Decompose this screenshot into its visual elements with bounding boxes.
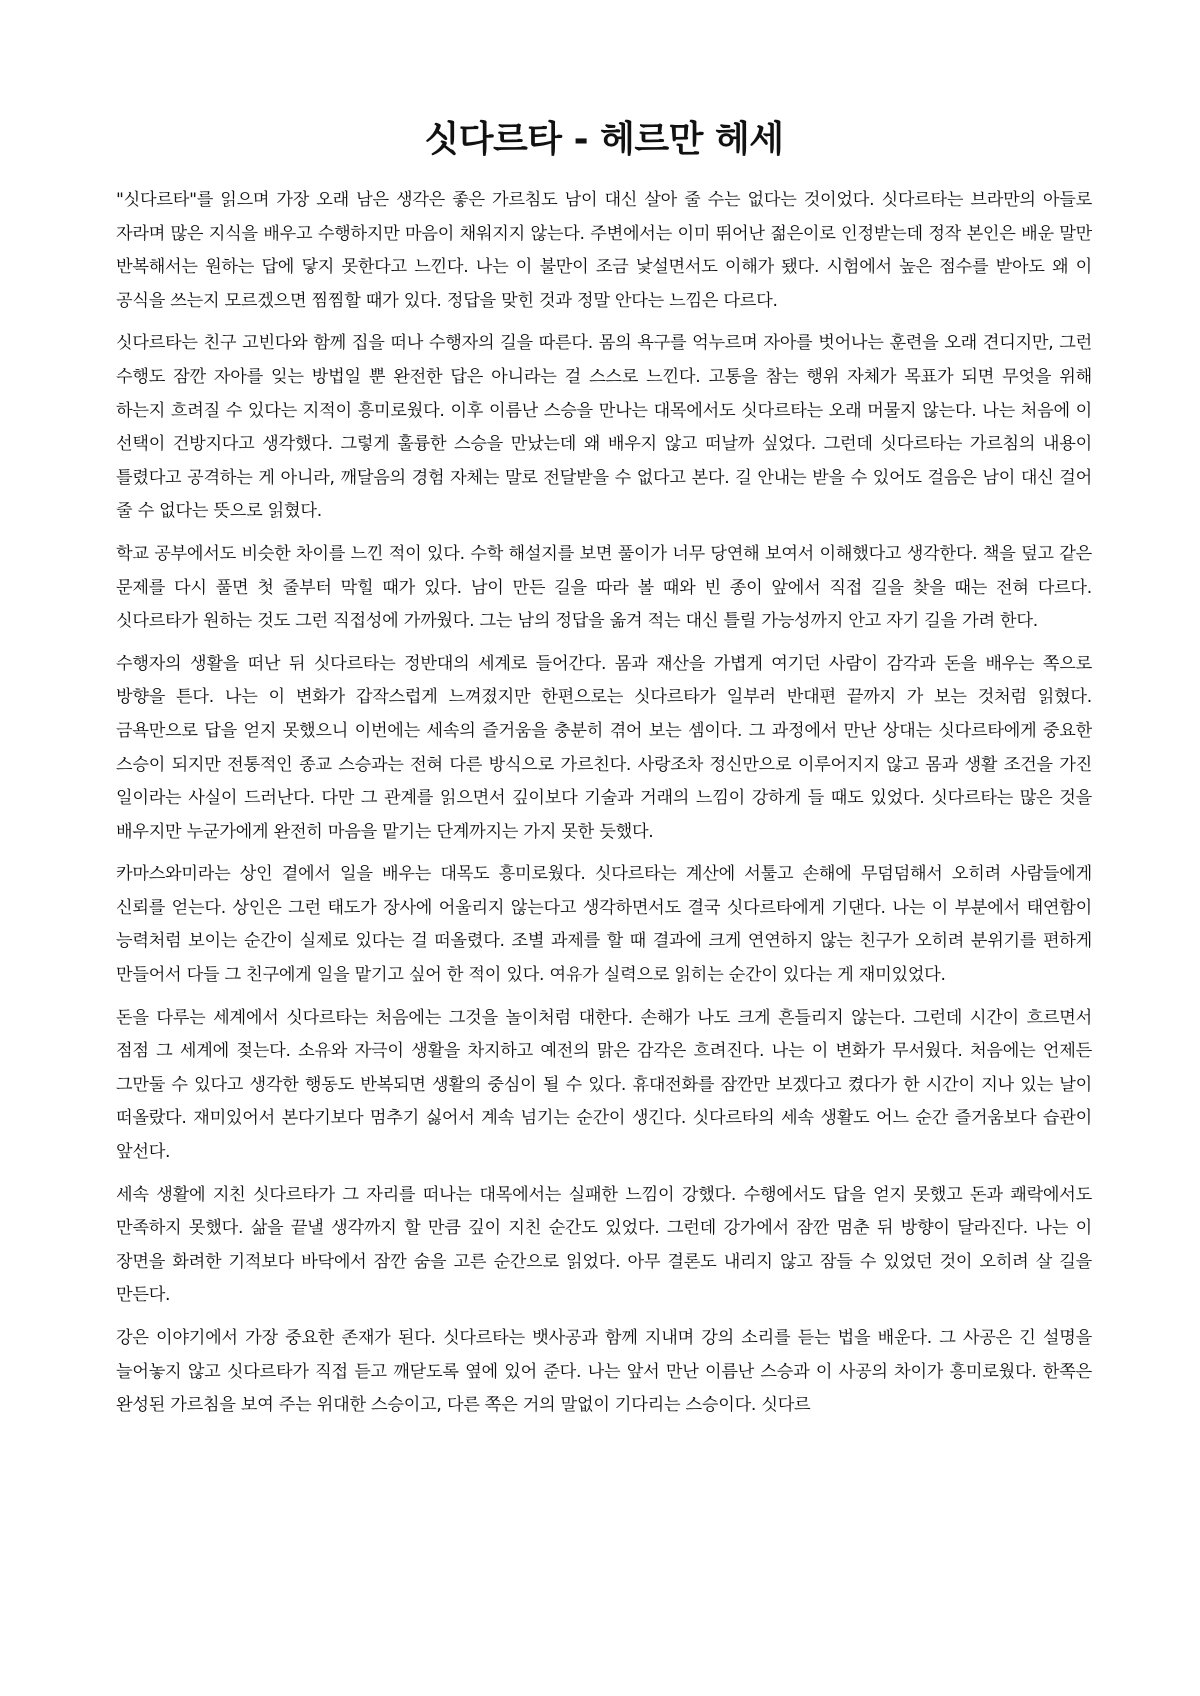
paragraph-6: 돈을 다루는 세계에서 싯다르타는 처음에는 그것을 놀이처럼 대한다. 손해가 나도 크게 흔들리지 않는다. 그런데 시간이 흐르면서 점점 그 세계에 젖는다. 소유와 자극이 생활을 차지하고 예전의 맑은 감각은 흐려진다. 나는 이 변화가 무서웠다. 처음에는 언제든 그만둘 수 있다고 생각한 행동도 반복되면 생활의 중심이 될 수 있다. 휴대전화를 잠깐만 보겠다고 켰다가 한 시간이 지나 있는 날이 떠올랐다. 재미있어서 본다기보다 멈추기 싫어서 계속 넘기는 순간이 생긴다. 싯다르타의 세속 생활도 어느 순간 즐거움보다 습관이 앞선다. [116, 1007, 1092, 1163]
paragraph-7: 세속 생활에 지친 싯다르타가 그 자리를 떠나는 대목에서는 실패한 느낌이 강했다. 수행에서도 답을 얻지 못했고 돈과 쾌락에서도 만족하지 못했다. 삶을 끝낼 생각까지 할 만큼 깊이 지친 순간도 있었다. 그런데 강가에서 잠깐 멈춘 뒤 방향이 달라진다. 나는 이 장면을 화려한 기적보다 바닥에서 잠깐 숨을 고른 순간으로 읽었다. 아무 결론도 내리지 않고 잠들 수 있었던 것이 오히려 살 길을 만든다. [116, 1184, 1092, 1306]
paragraph-8: 강은 이야기에서 가장 중요한 존재가 된다. 싯다르타는 뱃사공과 함께 지내며 강의 소리를 듣는 법을 배운다. 그 사공은 긴 설명을 늘어놓지 않고 싯다르타가 직접 듣고 깨닫도록 옆에 있어 준다. 나는 앞서 만난 이름난 스승과 이 사공의 차이가 흥미로웠다. 한쪽은 완성된 가르침을 보여 주는 위대한 스승이고, 다른 쪽은 거의 말없이 기다리는 스승이다. 싯다르 [116, 1328, 1092, 1416]
paragraph-2: 싯다르타는 친구 고빈다와 함께 집을 떠나 수행자의 길을 따른다. 몸의 욕구를 억누르며 자아를 벗어나는 훈련을 오래 견디지만, 그런 수행도 잠깐 자아를 잊는 방법일 뿐 완전한 답은 아니라는 걸 스스로 느낀다. 고통을 참는 행위 자체가 목표가 되면 무엇을 위해 하는지 흐려질 수 있다는 지적이 흥미로웠다. 이후 이름난 스승을 만나는 대목에서도 싯다르타는 오래 머물지 않는다. 나는 처음에 이 선택이 건방지다고 생각했다. 그렇게 훌륭한 스승을 만났는데 왜 배우지 않고 떠날까 싶었다. 그런데 싯다르타는 가르침의 내용이 틀렸다고 공격하는 게 아니라, 깨달음의 경험 자체는 말로 전달받을 수 없다고 본다. 길 안내는 받을 수 있어도 걸음은 남이 대신 걸어 줄 수 없다는 뜻으로 읽혔다. [116, 333, 1092, 522]
paragraph-1: "싯다르타"를 읽으며 가장 오래 남은 생각은 좋은 가르침도 남이 대신 살아 줄 수는 없다는 것이었다. 싯다르타는 브라만의 아들로 자라며 많은 지식을 배우고 수행하지만 마음이 채워지지 않는다. 주변에서는 이미 뛰어난 젊은이로 인정받는데 정작 본인은 배운 말만 반복해서는 원하는 답에 닿지 못한다고 느낀다. 나는 이 불만이 조금 낯설면서도 이해가 됐다. 시험에서 높은 점수를 받아도 왜 이 공식을 쓰는지 모르겠으면 찜찜할 때가 있다. 정답을 맞힌 것과 정말 안다는 느낌은 다르다. [116, 190, 1092, 311]
paragraph-5: 카마스와미라는 상인 곁에서 일을 배우는 대목도 흥미로웠다. 싯다르타는 계산에 서툴고 손해에 무덤덤해서 오히려 사람들에게 신뢰를 얻는다. 상인은 그런 태도가 장사에 어울리지 않는다고 생각하면서도 결국 싯다르타에게 기댄다. 나는 이 부분에서 태연함이 능력처럼 보이는 순간이 실제로 있다는 걸 떠올렸다. 조별 과제를 할 때 결과에 크게 연연하지 않는 친구가 오히려 분위기를 편하게 만들어서 다들 그 친구에게 일을 맡기고 싶어 한 적이 있다. 여유가 실력으로 읽히는 순간이 있다는 게 재미있었다. [116, 864, 1092, 986]
paragraph-4: 수행자의 생활을 떠난 뒤 싯다르타는 정반대의 세계로 들어간다. 몸과 재산을 가볍게 여기던 사람이 감각과 돈을 배우는 쪽으로 방향을 튼다. 나는 이 변화가 갑작스럽게 느껴졌지만 한편으로는 싯다르타가 일부러 반대편 끝까지 가 보는 것처럼 읽혔다. 금욕만으로 답을 얻지 못했으니 이번에는 세속의 즐거움을 충분히 겪어 보는 셈이다. 그 과정에서 만난 상대는 싯다르타에게 중요한 스승이 되지만 전통적인 종교 스승과는 전혀 다른 방식으로 가르친다. 사랑조차 정신만으로 이루어지지 않고 몸과 생활 조건을 가진 일이라는 사실이 드러난다. 다만 그 관계를 읽으면서 깊이보다 기술과 거래의 느낌이 강하게 들 때도 있었다. 싯다르타는 많은 것을 배우지만 누군가에게 완전히 마음을 맡기는 단계까지는 가지 못한 듯했다. [116, 653, 1092, 842]
document-title: 싯다르타 - 헤르만 헤세 [424, 119, 784, 160]
paragraph-3: 학교 공부에서도 비슷한 차이를 느낀 적이 있다. 수학 해설지를 보면 풀이가 너무 당연해 보여서 이해했다고 생각한다. 책을 덮고 같은 문제를 다시 풀면 첫 줄부터 막힐 때가 있다. 남이 만든 길을 따라 볼 때와 빈 종이 앞에서 직접 길을 찾을 때는 전혀 다르다. 싯다르타가 원하는 것도 그런 직접성에 가까웠다. 그는 남의 정답을 옮겨 적는 대신 틀릴 가능성까지 안고 자기 길을 가려 한다. [116, 543, 1092, 632]
document-body [116, 184, 1092, 1423]
